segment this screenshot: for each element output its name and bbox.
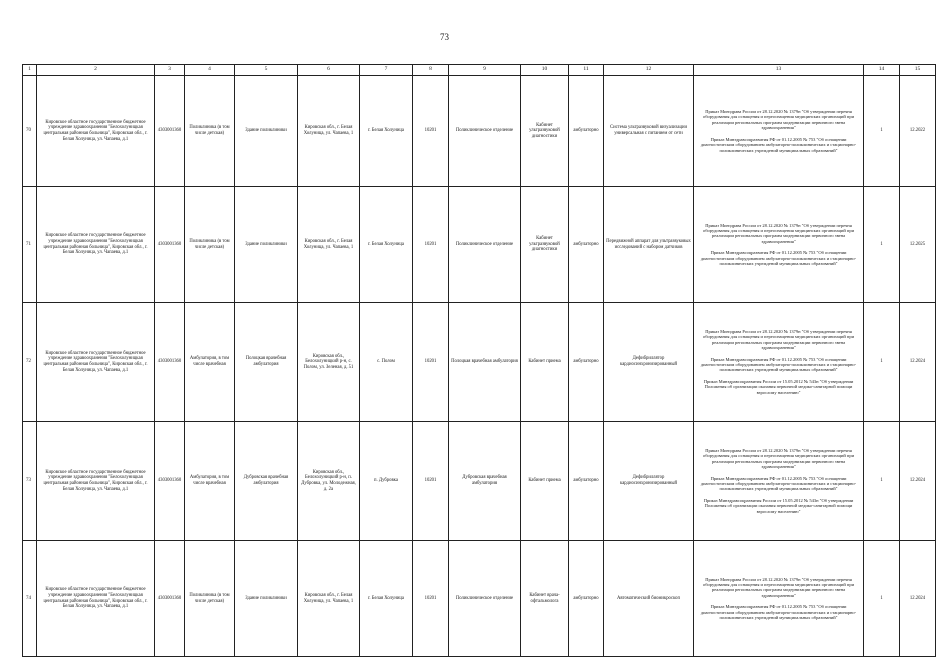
date-cell: 12.2024: [900, 303, 936, 422]
column-number: 15: [900, 65, 936, 76]
regulation-text: Приказ Минздравсоцразвития РФ от 01.12.2005 № 753 "Об оснащении диагностическим оборудованием амбулаторно-поликлинических и стационарно-поликлинических учреждений муниципальных образований": [700, 250, 857, 267]
organization-cell: Кировское областное государственное бюджетное учреждение здравоохранения "Белохолуницкая центральная районная больница", Кировская обл., г. Белая Холуница, ул. Чапаева, д.1: [37, 303, 155, 422]
regulation-text: Приказ Минздрава России от 28.12.2020 № 1379н "Об утверждении перечня оборудования для оснащения и переоснащения медицинских организаций при реализации региональных программ модернизации первичного звена здравоохранения": [703, 109, 854, 131]
inn-cell: 4303001360: [155, 303, 185, 422]
regulation-text: Приказ Минздравсоцразвития России от 15.05.2012 № 543н "Об утверждении Положения об организации оказания первичной медико-санитарной помощи взрослому населению": [703, 497, 854, 514]
room-cell: Кабинет приема: [521, 303, 569, 422]
inn-cell: 4303001360: [155, 422, 185, 541]
settlement-cell: г. Белая Холуница: [360, 76, 413, 187]
row-number: 72: [23, 303, 37, 422]
column-number: 12: [604, 65, 694, 76]
room-cell: Кабинет врача-офтальмолога: [521, 541, 569, 657]
regulation-text: Приказ Минздрава России от 28.12.2020 № 1379н "Об утверждении перечня оборудования для оснащения и переоснащения медицинских организаций при реализации региональных программ модернизации первичного звена здравоохранения": [703, 222, 854, 244]
column-number: 9: [449, 65, 521, 76]
department-cell: Поликлиническое отделение: [449, 76, 521, 187]
regulations-cell: [694, 76, 864, 187]
table-row: [23, 541, 936, 657]
equipment-cell: Дефибриллятор кардиосинхронизированный: [604, 422, 694, 541]
address-cell: Кировская обл., Белохолуницкий р-н, с. Полом, ул. Зеленая, д. 51: [298, 303, 360, 422]
subdivision-cell: Амбулатория, в том числе врачебная: [185, 422, 235, 541]
table-row: [23, 76, 936, 187]
row-number: 73: [23, 422, 37, 541]
address-cell: Кировская обл., Белохолуницкий р-н, п. Дубровка, ул. Молодежная, д. 2а: [298, 422, 360, 541]
regulation-text: Приказ Минздравсоцразвития РФ от 01.12.2005 № 753 "Об оснащении диагностическим оборудованием амбулаторно-поликлинических и стационарно-поликлинических учреждений муниципальных образований": [700, 136, 857, 153]
equipment-cell: Система ультразвуковой визуализации универсальная с питанием от сети: [604, 76, 694, 187]
oktmo-cell: 10201: [413, 303, 449, 422]
regulations-cell: [694, 303, 864, 422]
date-cell: 12.2022: [900, 76, 936, 187]
oktmo-cell: 10201: [413, 541, 449, 657]
equipment-cell: Передвижной аппарат для ультразвуковых исследований с набором датчиков: [604, 187, 694, 303]
oktmo-cell: 10201: [413, 187, 449, 303]
room-cell: Кабинет ультразвуковой диагностики: [521, 187, 569, 303]
room-cell: Кабинет ультразвуковой диагностики: [521, 76, 569, 187]
address-cell: Кировская обл., г. Белая Холуница, ул. Чапаева, 1: [298, 76, 360, 187]
settlement-cell: г. Белая Холуница: [360, 541, 413, 657]
inn-cell: 4303001360: [155, 76, 185, 187]
quantity-cell: 1: [864, 422, 900, 541]
regulation-text: Приказ Минздравсоцразвития РФ от 01.12.2005 № 753 "Об оснащении диагностическим оборудованием амбулаторно-поликлинических и стационарно-поликлинических учреждений муниципальных образований": [700, 475, 857, 492]
oktmo-cell: 10201: [413, 76, 449, 187]
organization-cell: Кировское областное государственное бюджетное учреждение здравоохранения "Белохолуницкая центральная районная больница", Кировская обл., г. Белая Холуница, ул. Чапаева, д.1: [37, 422, 155, 541]
regulations-cell: [694, 187, 864, 303]
care-type-cell: амбулаторно: [569, 422, 604, 541]
settlement-cell: с. Полом: [360, 303, 413, 422]
column-number: 13: [694, 65, 864, 76]
row-number: 70: [23, 76, 37, 187]
inn-cell: 4303001360: [155, 541, 185, 657]
regulation-text: Приказ Минздрава России от 28.12.2020 № 1379н "Об утверждении перечня оборудования для оснащения и переоснащения медицинских организаций при реализации региональных программ модернизации первичного звена здравоохранения": [703, 328, 854, 351]
page-number: 73: [440, 32, 449, 42]
column-number: 7: [360, 65, 413, 76]
regulation-text: Приказ Минздравсоцразвития РФ от 01.12.2005 № 753 "Об оснащении диагностическим оборудованием амбулаторно-поликлинических и стационарно-поликлинических учреждений муниципальных образований": [700, 356, 857, 373]
quantity-cell: 1: [864, 187, 900, 303]
department-cell: Поликлиническое отделение: [449, 541, 521, 657]
quantity-cell: 1: [864, 541, 900, 657]
care-type-cell: амбулаторно: [569, 303, 604, 422]
date-cell: 12.2024: [900, 541, 936, 657]
column-number: 3: [155, 65, 185, 76]
regulations-cell: [694, 541, 864, 657]
room-cell: Кабинет приема: [521, 422, 569, 541]
equipment-cell: Автоматический биомикроскоп: [604, 541, 694, 657]
care-type-cell: амбулаторно: [569, 541, 604, 657]
settlement-cell: г. Белая Холуница: [360, 187, 413, 303]
building-cell: Дубровская врачебная амбулатория: [235, 422, 298, 541]
column-number: 11: [569, 65, 604, 76]
column-number: 6: [298, 65, 360, 76]
building-cell: Здание поликлиники: [235, 187, 298, 303]
column-number: 10: [521, 65, 569, 76]
care-type-cell: амбулаторно: [569, 76, 604, 187]
department-cell: Дубровская врачебная амбулатория: [449, 422, 521, 541]
organization-cell: Кировское областное государственное бюджетное учреждение здравоохранения "Белохолуницкая центральная районная больница", Кировская обл., г. Белая Холуница, ул. Чапаева, д.1: [37, 76, 155, 187]
column-number: 5: [235, 65, 298, 76]
oktmo-cell: 10201: [413, 422, 449, 541]
subdivision-cell: Поликлиника (в том числе детская): [185, 541, 235, 657]
quantity-cell: 1: [864, 76, 900, 187]
quantity-cell: 1: [864, 303, 900, 422]
department-cell: Поликлиническое отделение: [449, 187, 521, 303]
column-number: 4: [185, 65, 235, 76]
address-cell: Кировская обл., г. Белая Холуница, ул. Чапаева, 1: [298, 187, 360, 303]
care-type-cell: амбулаторно: [569, 187, 604, 303]
subdivision-cell: Амбулатория, в том числе врачебная: [185, 303, 235, 422]
table-row: [23, 303, 936, 422]
regulation-text: Приказ Минздравсоцразвития РФ от 01.12.2005 № 753 "Об оснащении диагностическим оборудованием амбулаторно-поликлинических и стационарно-поликлинических учреждений муниципальных образований": [700, 604, 857, 621]
subdivision-cell: Поликлиника (в том числе детская): [185, 187, 235, 303]
row-number: 74: [23, 541, 37, 657]
column-number-row: [23, 65, 936, 76]
building-cell: Полоцкая врачебная амбулатория: [235, 303, 298, 422]
regulation-text: Приказ Минздрава России от 28.12.2020 № 1379н "Об утверждении перечня оборудования для оснащения и переоснащения медицинских организаций при реализации региональных программ модернизации первичного звена здравоохранения": [703, 576, 854, 598]
column-number: 1: [23, 65, 37, 76]
regulations-cell: [694, 422, 864, 541]
address-cell: Кировская обл., г. Белая Холуница, ул. Чапаева, 1: [298, 541, 360, 657]
inn-cell: 4303001360: [155, 187, 185, 303]
regulation-text: Приказ Минздрава России от 28.12.2020 № 1379н "Об утверждении перечня оборудования для оснащения и переоснащения медицинских организаций при реализации региональных программ модернизации первичного звена здравоохранения": [703, 447, 854, 470]
table-row: [23, 422, 936, 541]
row-number: 71: [23, 187, 37, 303]
organization-cell: Кировское областное государственное бюджетное учреждение здравоохранения "Белохолуницкая центральная районная больница", Кировская обл., г. Белая Холуница, ул. Чапаева, д.1: [37, 187, 155, 303]
settlement-cell: п. Дубровка: [360, 422, 413, 541]
regulation-text: Приказ Минздравсоцразвития России от 15.05.2012 № 543н "Об утверждении Положения об организации оказания первичной медико-санитарной помощи взрослому населению": [703, 378, 854, 395]
department-cell: Полоцкая врачебная амбулатория: [449, 303, 521, 422]
table-row: [23, 187, 936, 303]
date-cell: 12.2024: [900, 422, 936, 541]
organization-cell: Кировское областное государственное бюджетное учреждение здравоохранения "Белохолуницкая центральная районная больница", Кировская обл., г. Белая Холуница, ул. Чапаева, д.1: [37, 541, 155, 657]
date-cell: 12.2025: [900, 187, 936, 303]
equipment-cell: Дефибриллятор кардиосинхронизированный: [604, 303, 694, 422]
building-cell: Здание поликлиники: [235, 541, 298, 657]
column-number: 14: [864, 65, 900, 76]
column-number: 2: [37, 65, 155, 76]
subdivision-cell: Поликлиника (в том числе детская): [185, 76, 235, 187]
building-cell: Здание поликлиники: [235, 76, 298, 187]
column-number: 8: [413, 65, 449, 76]
equipment-register-table: [22, 64, 936, 657]
